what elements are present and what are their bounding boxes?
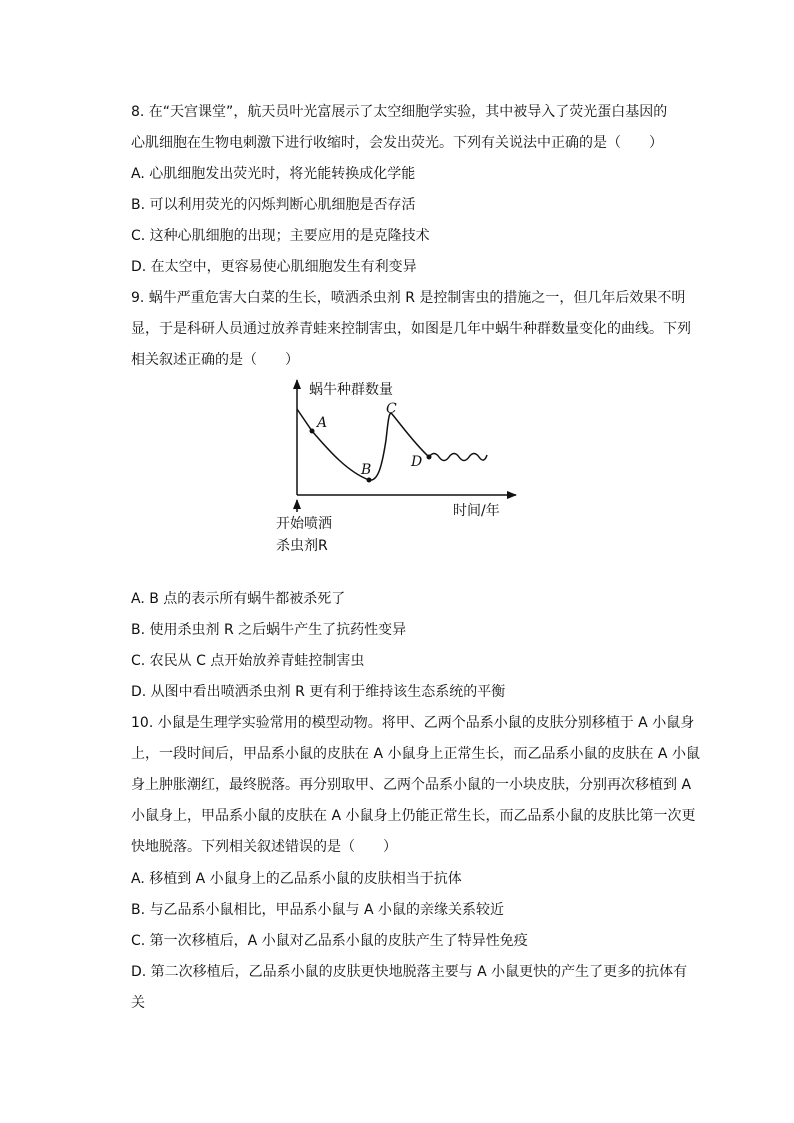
q8-stem-line2: 心肌细胞在生物电刺激下进行收缩时，会发出荧光。下列有关说法中正确的是（ ） xyxy=(131,135,663,151)
graph-point-a-dot xyxy=(310,429,315,434)
q10-option-d: D. 第二次移植后，乙品系小鼠的皮肤更快地脱落主要与 A 小鼠更快的产生了更多的抗体有 xyxy=(131,964,688,980)
q10-stem-line3: 身上肿胀潮红，最终脱落。再分别取甲、乙两个品系小鼠的一小块皮肤，分别再次移植到 A xyxy=(131,777,692,793)
q9-option-b: B. 使用杀虫剂 R 之后蜗牛产生了抗药性变异 xyxy=(131,622,407,638)
q10-stem-line5: 快地脱落。下列相关叙述错误的是（ ） xyxy=(131,839,397,855)
q8-option-a: A. 心肌细胞发出荧光时，将光能转换成化学能 xyxy=(131,166,416,182)
graph-start-label-1: 开始喷洒 xyxy=(276,516,332,532)
q8-option-d: D. 在太空中，更容易使心肌细胞发生有利变异 xyxy=(131,259,417,275)
q10-stem-line2: 上，一段时间后，甲品系小鼠的皮肤在 A 小鼠身上正常生长，而乙品系小鼠的皮肤在 A 小鼠 xyxy=(131,746,700,762)
graph-y-label: 蜗牛种群数量 xyxy=(309,382,393,398)
graph-point-a-label: A xyxy=(317,415,328,431)
q9-option-d: D. 从图中看出喷洒杀虫剂 R 更有利于维持该生态系统的平衡 xyxy=(131,684,506,700)
q10-option-a: A. 移植到 A 小鼠身上的乙品系小鼠的皮肤相当于抗体 xyxy=(131,871,462,887)
q10-stem-line4: 小鼠身上，甲品系小鼠的皮肤在 A 小鼠身上仍能正常生长，而乙品系小鼠的皮肤比第一次更 xyxy=(131,808,696,824)
graph-point-b-dot xyxy=(367,478,372,483)
q10-option-b: B. 与乙品系小鼠相比，甲品系小鼠与 A 小鼠的亲缘关系较近 xyxy=(131,902,504,918)
graph-point-c-label: C xyxy=(386,401,397,417)
q9-stem-line1: 9. 蜗牛严重危害大白菜的生长，喷洒杀虫剂 R 是控制害虫的措施之一，但几年后效果不明 xyxy=(131,290,686,306)
q9-option-a: A. B 点的表示所有蜗牛都被杀死了 xyxy=(131,591,346,607)
q8-stem-line1: 8. 在“天宫课堂”，航天员叶光富展示了太空细胞学实验，其中被导入了荧光蛋白基因的 xyxy=(131,104,668,120)
population-oscillation xyxy=(429,454,487,461)
q8-option-b: B. 可以利用荧光的闪烁判断心肌细胞是否存活 xyxy=(131,197,416,213)
q10-option-c: C. 第一次移植后，A 小鼠对乙品系小鼠的皮肤产生了特异性免疫 xyxy=(131,933,528,949)
q9-stem-line3: 相关叙述正确的是（ ） xyxy=(131,352,299,368)
graph-point-b-label: B xyxy=(361,462,372,478)
graph-point-d-label: D xyxy=(411,454,423,470)
q9-option-c: C. 农民从 C 点开始放养青蛙控制害虫 xyxy=(131,653,365,669)
q10-stem-line1: 10. 小鼠是生理学实验常用的模型动物。将甲、乙两个品系小鼠的皮肤分别移植于 A 小鼠身 xyxy=(131,715,695,731)
graph-x-label: 时间/年 xyxy=(453,503,500,519)
graph-start-label-2: 杀虫剂R xyxy=(276,538,328,554)
graph-point-d-dot xyxy=(427,455,432,460)
q8-option-c: C. 这种心肌细胞的出现；主要应用的是克隆技术 xyxy=(131,228,430,244)
q9-stem-line2: 显，于是科研人员通过放养青蛙来控制害虫，如图是几年中蜗牛种群数量变化的曲线。下列 xyxy=(131,321,691,337)
q10-option-d-continued: 关 xyxy=(131,995,145,1011)
